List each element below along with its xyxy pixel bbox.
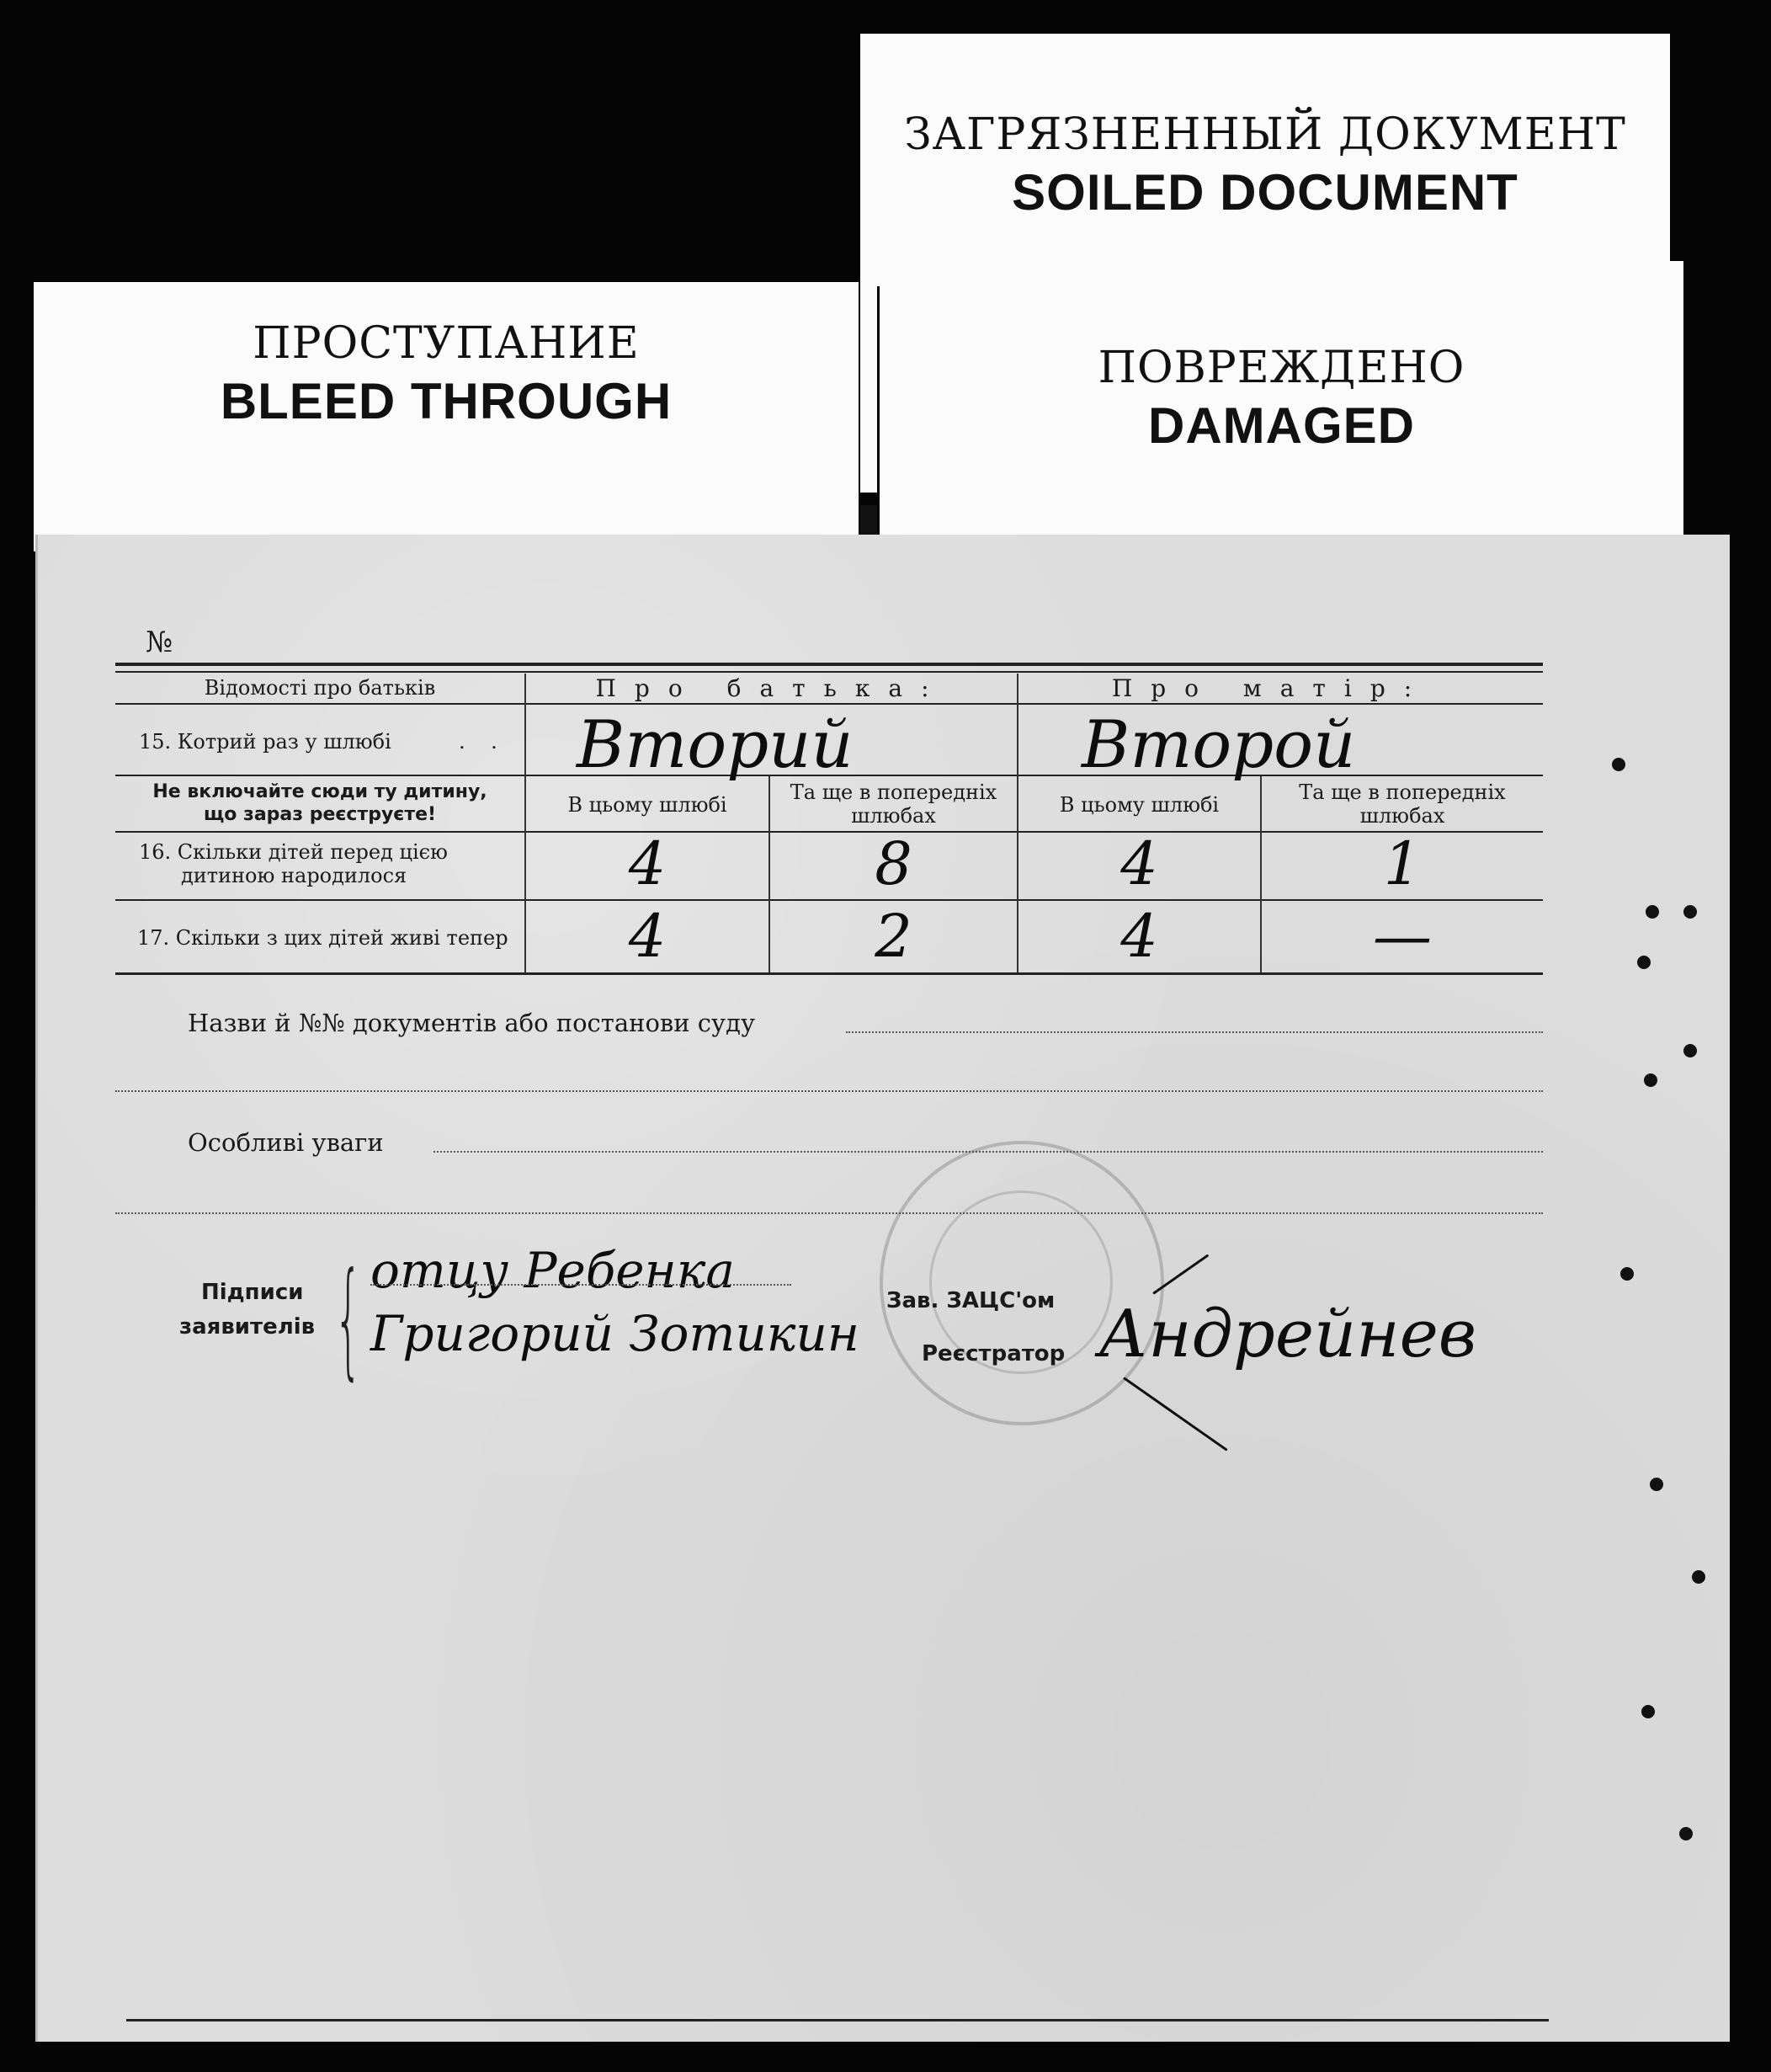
row17-mother-this: 4 — [1120, 902, 1158, 971]
table-top-rule — [115, 663, 1543, 666]
card-gap — [860, 505, 877, 539]
punch-hole — [1646, 905, 1659, 919]
bleed-through-card — [34, 282, 859, 551]
damaged-ru-text: ПОВРЕЖДЕНО — [1098, 343, 1465, 393]
header-mother: Про матір: — [1111, 674, 1431, 702]
subheader-mother-this: В цьому шлюбі — [1059, 793, 1220, 817]
subheader-father-prev-2: шлюбах — [851, 804, 936, 828]
row16-mother-prev: 1 — [1383, 829, 1422, 898]
row16-father-prev: 8 — [875, 829, 912, 898]
applicant-signature-1: отцу Ребенка — [370, 1242, 735, 1299]
soiled-ru-text: ЗАГРЯЗНЕННЫЙ ДОКУМЕНТ — [904, 109, 1626, 160]
header-father: Про батька: — [595, 674, 948, 702]
documents-line-2 — [115, 1090, 1543, 1092]
row16-label-1: 16. Скільки дітей перед цією — [139, 840, 448, 864]
row15-mother-value: Второй — [1082, 707, 1356, 783]
row17-label: 17. Скільки з цих дітей живі тепер — [137, 926, 508, 950]
punch-hole — [1692, 1570, 1705, 1584]
row15-dots: . . — [459, 730, 497, 754]
row15-father-value: Вторий — [577, 707, 854, 783]
registrar-signature: Андрейнев — [1098, 1297, 1477, 1372]
punch-hole — [1612, 758, 1625, 771]
punch-hole — [1683, 905, 1697, 919]
subheader-note-2: що зараз реєструєте! — [203, 804, 437, 825]
table-top-rule-2 — [115, 671, 1543, 673]
punch-hole — [1679, 1827, 1693, 1840]
card-edge — [860, 278, 877, 493]
header-row-rule — [115, 703, 1543, 705]
signatures-brace: { — [334, 1246, 363, 1393]
signature-line-1 — [370, 1284, 791, 1286]
subheader-note-1: Не включайте сюди ту дитину, — [152, 781, 487, 802]
documents-label: Назви й №№ документів або постанови суду — [188, 1009, 756, 1037]
punch-hole — [1641, 1705, 1655, 1718]
soiled-document-card — [860, 34, 1670, 286]
soiled-en-text: SOILED DOCUMENT — [1012, 164, 1518, 221]
row16-rule — [115, 899, 1543, 901]
punch-hole — [1620, 1267, 1634, 1281]
documents-line-1 — [846, 1031, 1543, 1033]
punch-hole — [1637, 956, 1651, 969]
table-bottom-rule — [115, 972, 1543, 975]
signatures-label-1: Підписи — [201, 1280, 304, 1305]
number-mark: № — [146, 626, 173, 659]
punch-hole — [1683, 1044, 1697, 1057]
subheader-father-prev-1: Та ще в попередніх — [790, 780, 997, 804]
applicant-signature-2: Григорий Зотикин — [370, 1305, 859, 1362]
bottom-rule — [126, 2019, 1549, 2021]
punch-hole — [1650, 1478, 1663, 1491]
signatures-label-2: заявителів — [179, 1314, 316, 1340]
bleed-ru-text: ПРОСТУПАНИЕ — [253, 318, 640, 369]
office-stamp — [880, 1141, 1164, 1425]
row16-mother-this: 4 — [1120, 829, 1158, 898]
header-label: Відомості про батьків — [204, 676, 436, 700]
subheader-father-this: В цьому шлюбі — [567, 793, 727, 817]
row16-label-2: дитиною народилося — [181, 864, 407, 887]
row16-father-this: 4 — [628, 829, 667, 898]
registrar-label: Реєстратор — [922, 1341, 1066, 1366]
row15-label: 15. Котрий раз у шлюбі — [139, 730, 391, 754]
head-label: Зав. ЗАЦС'ом — [886, 1288, 1056, 1313]
row17-father-prev: 2 — [875, 902, 912, 971]
row17-mother-prev: — — [1373, 902, 1432, 971]
subheader-mother-prev-1: Та ще в попередніх — [1299, 780, 1506, 804]
notes-label: Особливі уваги — [188, 1128, 384, 1157]
registration-form-sheet — [35, 535, 1730, 2042]
bleed-en-text: BLEED THROUGH — [220, 373, 673, 429]
damaged-en-text: DAMAGED — [1148, 397, 1415, 454]
damaged-card — [880, 261, 1683, 539]
row17-father-this: 4 — [628, 902, 667, 971]
subheader-mother-prev-2: шлюбах — [1359, 804, 1445, 828]
notes-line-2 — [115, 1212, 1543, 1214]
punch-hole — [1644, 1073, 1657, 1087]
registrar-signature-flourish — [1123, 1377, 1228, 1451]
